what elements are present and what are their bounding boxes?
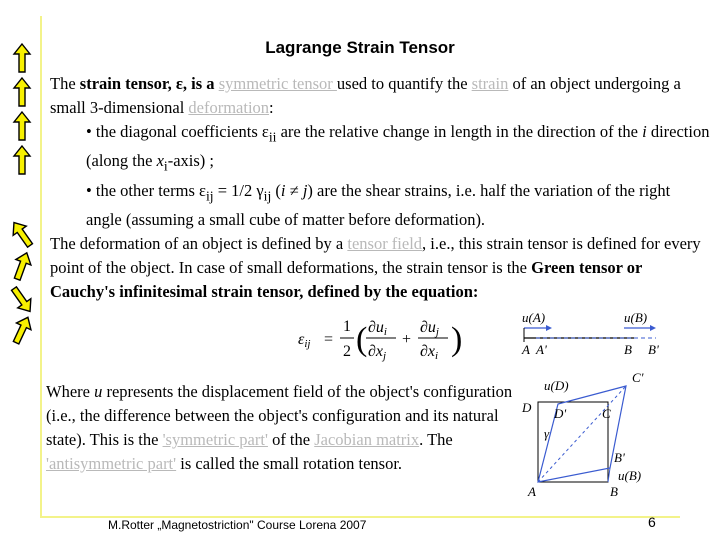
text-run: :: [269, 98, 274, 117]
text-run: represents the displacement field of the object's configuration (i.e., the difference between the object's configuration and its natural state). This is the: [46, 382, 513, 449]
eq-equals: =: [324, 331, 334, 348]
label-uD: u(D): [544, 378, 569, 393]
frame-vertical-line: [40, 16, 42, 516]
label-uB: u(B): [624, 310, 648, 325]
text-run: Where: [46, 382, 95, 401]
bold-text: Green tensor or Cauchy's infinitesimal strain tensor, defined by the equation:: [50, 257, 643, 301]
intro-paragraph: [50, 72, 710, 120]
text-run: -axis) ;: [167, 151, 214, 171]
strain-link[interactable]: strain: [471, 74, 509, 93]
text-run: of the: [267, 430, 315, 449]
label-uA: u(A): [522, 310, 546, 325]
label-C: C: [602, 406, 611, 421]
label-gamma: γ: [544, 426, 550, 441]
strain-equation: [296, 316, 466, 362]
label-A: A: [528, 484, 536, 499]
text-run: of an object undergoing a small 3-dimensional: [50, 74, 681, 117]
eq-term2-num-sub: j: [435, 326, 439, 338]
italic-text: u: [94, 382, 103, 401]
eq-term1-num-sub: i: [383, 326, 387, 338]
eq-term1-num: ∂u: [368, 319, 384, 336]
svg-text:∂xj: [368, 343, 386, 362]
text-run: . The: [419, 430, 453, 449]
svg-text:εij: [298, 331, 310, 350]
eq-lhs-sub: ij: [304, 338, 311, 350]
symmetric-tensor-link[interactable]: symmetric tensor: [218, 74, 337, 93]
arrow-diagonal-icon: [7, 284, 36, 316]
tensor-field-link[interactable]: tensor field: [347, 233, 423, 253]
bullet-diagonal: [50, 120, 710, 179]
label-D: D: [522, 400, 532, 415]
text-run: • the other terms ε: [86, 180, 206, 200]
arrow-up-icon: [14, 112, 30, 140]
svg-text:∂ui: [368, 319, 387, 338]
arrow-diagonal-icon: [7, 218, 36, 250]
body-text: [50, 72, 710, 304]
page-number: 6: [648, 514, 656, 530]
label-B: B: [610, 484, 618, 499]
text-run: ≠: [285, 180, 303, 200]
jacobian-matrix-link[interactable]: Jacobian matrix: [314, 430, 420, 449]
label-A-prime: A': [536, 342, 547, 356]
label-B: B: [624, 342, 632, 356]
svg-text:∂uj: [420, 319, 439, 338]
svg-text:(: (: [356, 321, 368, 358]
eq-term1-den: ∂x: [368, 343, 384, 360]
eq-term2-den-sub: i: [435, 350, 439, 362]
italic-text: j: [302, 180, 308, 200]
label-uB: u(B): [618, 468, 642, 483]
label-B-prime: B': [614, 450, 625, 465]
antisymmetric-part-link[interactable]: 'antisymmetric part': [46, 454, 177, 473]
symmetric-part-link[interactable]: 'symmetric part': [162, 430, 268, 449]
italic-text: x: [156, 151, 164, 171]
arrow-diagonal-icon: [10, 250, 35, 282]
arrow-up-icon: [14, 78, 30, 106]
subscript: ij: [205, 187, 214, 203]
text-run: direction (along the: [86, 122, 710, 171]
text-run: = 1/2 γ: [213, 180, 264, 200]
text-run: is called the small rotation tensor.: [176, 454, 403, 473]
eq-term1-den-sub: j: [383, 350, 387, 362]
displacement-figure: [516, 308, 706, 356]
shear-figure: [516, 372, 706, 502]
text-run: used to quantify the: [336, 74, 472, 93]
svg-text:∂xi: [420, 343, 438, 362]
text-run: ) are the shear strains, i.e. half the variation of the right angle (assuming a small cube of matter before deformation).: [86, 180, 671, 229]
eq-term2-den: ∂x: [420, 343, 436, 360]
arrow-up-icon: [14, 146, 30, 174]
text-run: • the diagonal coefficients ε: [86, 122, 269, 141]
eq-plus: +: [402, 331, 412, 348]
subscript: ii: [268, 129, 277, 145]
footer-credit: M.Rotter „Magnetostriction" Course Lorena 2007: [108, 518, 367, 532]
deformation-link[interactable]: deformation: [188, 98, 270, 117]
arrow-diagonal-icon: [9, 314, 35, 346]
text-run: The deformation of an object is defined by a: [50, 233, 348, 253]
deformation-paragraph: [50, 232, 710, 304]
italic-text: i: [642, 122, 647, 141]
label-B-prime: B': [648, 342, 659, 356]
bold-text: strain tensor, ε, is a: [79, 74, 219, 93]
eq-half-den: 2: [343, 343, 351, 360]
text-run: (: [271, 180, 281, 200]
italic-text: i: [280, 180, 286, 200]
slide-title: Lagrange Strain Tensor: [265, 38, 455, 57]
eq-lhs: ε: [298, 331, 305, 348]
svg-text:): ): [451, 321, 463, 358]
label-D-prime: D': [554, 406, 567, 421]
displacement-paragraph: [46, 380, 516, 476]
bullet-shear: [50, 179, 710, 232]
arrow-column: [6, 38, 38, 348]
text-run: , i.e., this strain tensor is defined for every point of the object. In case of small deformations, the strain tensor is the: [50, 233, 701, 277]
label-C-prime: C': [632, 372, 644, 385]
subscript: i: [163, 158, 168, 174]
eq-term2-num: ∂u: [420, 319, 436, 336]
text-run: are the relative change in length in the direction of the: [276, 122, 643, 141]
label-A: A: [522, 342, 530, 356]
eq-half-num: 1: [343, 318, 351, 335]
subscript: ij: [263, 187, 272, 203]
text-run: The: [50, 74, 80, 93]
